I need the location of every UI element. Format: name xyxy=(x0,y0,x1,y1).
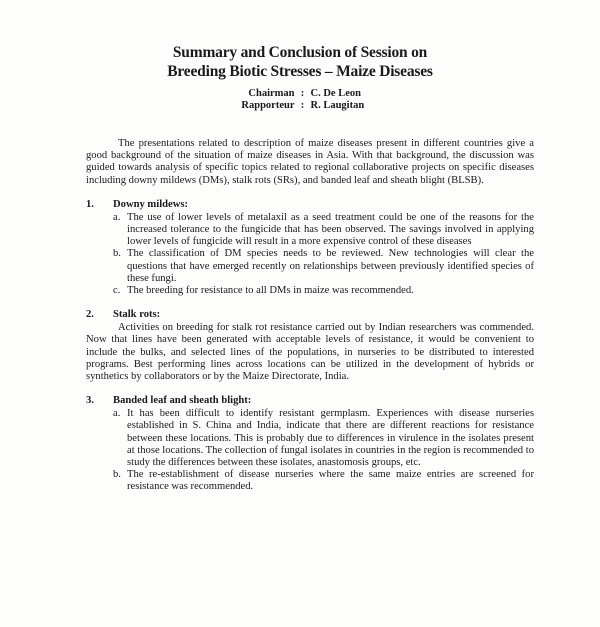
chairman-name: C. De Leon xyxy=(310,88,361,99)
section-number: 1. xyxy=(86,198,94,210)
item-text: The re-establishment of disease nurseries where the same maize entries are screened for resistance was recommended. xyxy=(127,469,534,493)
section-2-heading xyxy=(86,309,534,321)
document-body xyxy=(86,138,534,494)
chairman-label: Chairman xyxy=(248,88,295,99)
list-item xyxy=(113,285,534,297)
section-title: Banded leaf and sheath blight: xyxy=(113,395,252,407)
section-3-heading xyxy=(86,395,534,407)
rapporteur-label: Rapporteur xyxy=(241,100,295,111)
section-number: 3. xyxy=(86,395,94,407)
section-title: Downy mildews: xyxy=(113,198,189,210)
section-number: 2. xyxy=(86,309,94,321)
chairman-separator: : xyxy=(300,88,305,99)
section-1-heading xyxy=(86,199,534,211)
intro-paragraph: The presentations related to description of maize diseases present in different countries give a good background of the situation of maize diseases in Asia. With that background, the discussion was guided towards analysis of specific topics related to regional collaborative projects on specific diseases including downy mildews (DMs), stalk rots (SRs), and banded leaf and sheath blight (BLSB). xyxy=(86,138,534,186)
section-3-list xyxy=(86,408,534,493)
item-letter: b. xyxy=(113,469,121,481)
item-text: The classification of DM species needs to be reviewed. New technologies will clear the questions that have emerged recently on relationships between previously identified species of these fungi. xyxy=(127,248,534,284)
rapporteur-separator: : xyxy=(300,100,305,111)
item-text: It has been difficult to identify resistant germplasm. Experiences with disease nurseries established in S. China and India, indicate that there are different reactions for resistance between these locations. This is probably due to differences in virulence in the isolates present at those locations. The collection of fungal isolates in countries in the region is recommended to study the differences between these isolates, anastomosis groups, etc. xyxy=(127,408,534,469)
document-title-line-2: Breeding Biotic Stresses – Maize Diseases xyxy=(167,63,433,80)
item-letter: a. xyxy=(113,408,121,420)
item-letter: a. xyxy=(113,211,121,223)
item-letter: c. xyxy=(113,285,121,297)
item-text: The breeding for resistance to all DMs in maize was recommended. xyxy=(127,285,414,297)
rapporteur-row xyxy=(0,100,600,112)
chairman-row xyxy=(0,88,600,100)
list-item xyxy=(113,248,534,285)
section-1-list xyxy=(86,212,534,297)
section-2-paragraph: Activities on breeding for stalk rot resistance carried out by Indian researchers was commended. Now that lines have been generated with acceptable levels of resistance, it would be convenient to include the bulks, and selected lines of the populations, in nurseries to be distributed to interested programs. Best performing lines across locations can be utilized in the development of hybrids or synthetics by collaborators or by the Maize Directorate, India. xyxy=(86,322,534,383)
item-text: The use of lower levels of metalaxil as a seed treatment could be one of the reasons for the increased tolerance to the fungicide that has been observed. The savings involved in applying lower levels of fungicide will result in a more expensive control of these diseases xyxy=(127,211,534,248)
list-item xyxy=(113,212,534,249)
document-title-line-1: Summary and Conclusion of Session on xyxy=(172,44,428,61)
list-item xyxy=(113,408,534,469)
rapporteur-name: R. Laugitan xyxy=(310,100,365,111)
list-item xyxy=(113,469,534,493)
session-roles xyxy=(0,88,600,112)
item-letter: b. xyxy=(113,248,121,260)
section-title: Stalk rots: xyxy=(113,309,161,321)
